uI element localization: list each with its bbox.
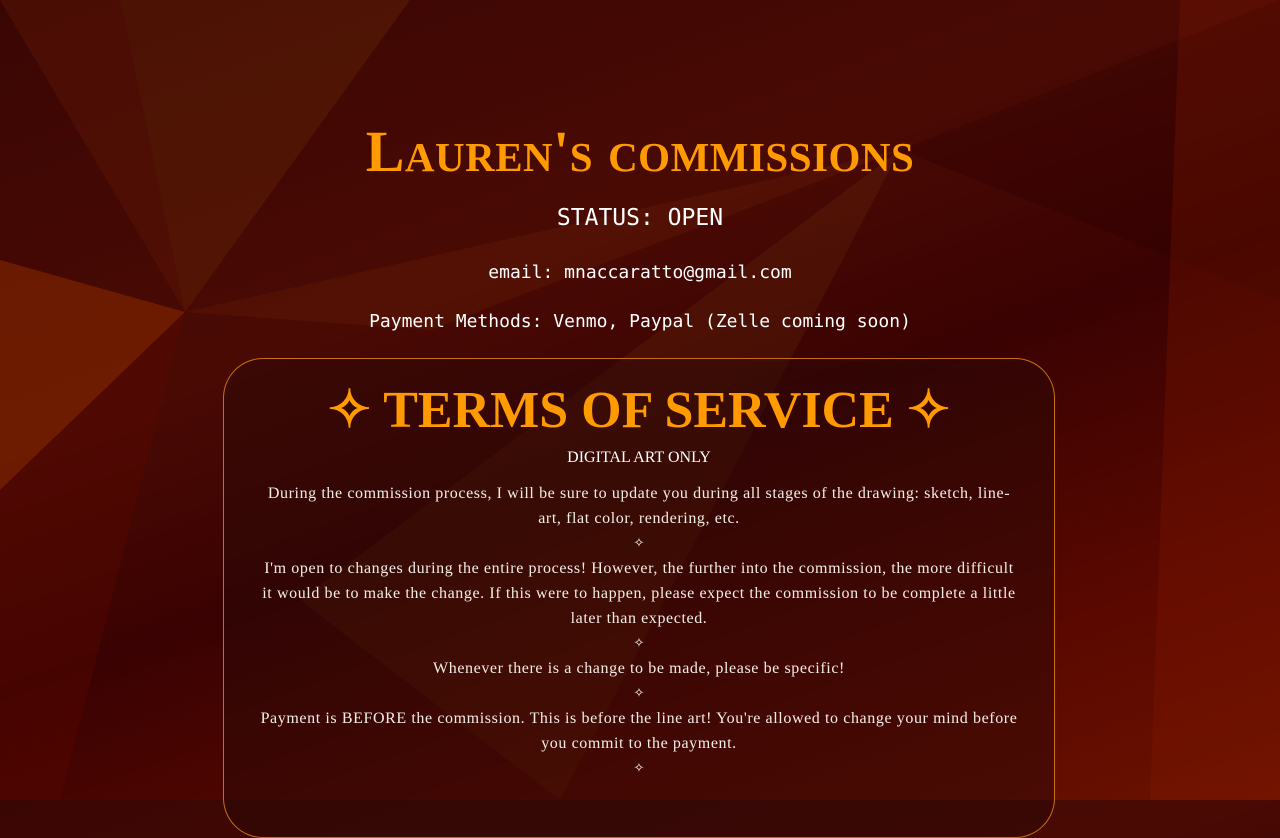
terms-of-service-card: [223, 358, 1055, 838]
sparkle-separator-icon: ✧: [633, 686, 645, 701]
tos-paragraph: Whenever there is a change to be made, please be specific!: [433, 660, 845, 677]
page-title: Lauren's commissions: [365, 119, 915, 184]
tos-heading: ✧ TERMS OF SERVICE ✧: [327, 382, 951, 439]
status-text: STATUS: OPEN: [556, 205, 724, 231]
sparkle-separator-icon: ✧: [633, 761, 645, 776]
tos-paragraph: Payment is BEFORE the commission. This is before the line art! You're allowed to change your mind before you commit to the payment.: [260, 710, 1018, 752]
tos-paragraph: I'm open to changes during the entire process! However, the further into the commission, the more difficult it would be to make the change. If this were to happen, please expect the commission to be complete a little later than expected.: [262, 560, 1016, 627]
sparkle-separator-icon: ✧: [633, 536, 645, 551]
payment-methods-text: Payment Methods: Venmo, Paypal (Zelle coming soon): [369, 311, 911, 332]
tos-subheading: DIGITAL ART ONLY: [567, 449, 711, 466]
sparkle-separator-icon: ✧: [633, 636, 645, 651]
email-text: email: mnaccaratto@gmail.com: [488, 262, 792, 283]
tos-paragraph: During the commission process, I will be sure to update you during all stages of the drawing: sketch, line-art, flat color, rendering, etc.: [267, 485, 1011, 527]
